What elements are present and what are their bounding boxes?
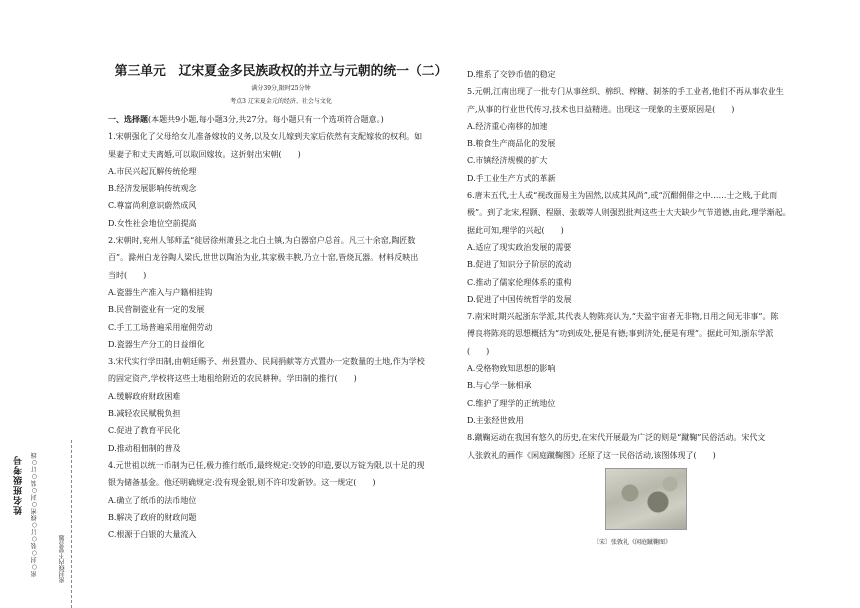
text-line: A.适应了现实政治发展的需要 xyxy=(467,242,572,252)
text-line: 3.宋代实行学田制,由朝廷赐予、州县置办、民间捐献等方式置办一定数量的土地,作为学校 xyxy=(108,357,425,367)
text-line: 银为储备基金。他还明确规定:没有现金银,则不许印发新钞。这一规定( ) xyxy=(108,478,376,488)
text-line: 极”。到了北宋,程颢、程颐、张载等人则强烈批判这些士大夫缺少气节道德,由此,理学渐起。 xyxy=(467,208,791,218)
text-line: C.促进了教育平民化 xyxy=(108,426,181,436)
painting-caption: 〔宋〕张敦礼《闲庭蹴鞠图》 xyxy=(593,538,672,546)
left-column xyxy=(108,66,454,543)
section-description: (本题共9小题,每小题3分,共27分。每小题只有一个选项符合题意。) xyxy=(148,115,384,124)
text-line: 4.元世祖以统一币制为已任,极力推行纸币,最终规定:交钞的印造,要以万锭为限,以十足的现 xyxy=(108,460,425,470)
text-line: A.经济重心南移的加速 xyxy=(467,121,548,131)
right-column xyxy=(467,66,819,550)
text-line: 6.唐末五代,士人或“视改面易主为固然,以成其风尚”,或“沉酣佣俳之中……士之贱,于此而 xyxy=(467,191,778,201)
text-line: B.解决了政府的财政问题 xyxy=(108,512,197,522)
binding-margin xyxy=(0,0,70,608)
text-line: A.确立了纸币的法币地位 xyxy=(108,495,197,505)
text-line: B.促进了知识分子阶层的流动 xyxy=(467,260,572,270)
seal-line-text: 密○封○装○订○线密○封○装○订○线 xyxy=(31,452,38,577)
student-info-label: 姓名班级考号 xyxy=(14,455,24,515)
text-line: 当时( ) xyxy=(108,270,147,280)
text-line: A.受格物致知思想的影响 xyxy=(467,364,556,374)
painting-image xyxy=(605,468,687,530)
text-line: C.推动了儒家伦理体系的重构 xyxy=(467,277,572,287)
text-line: C.尊富尚利意识蔚然成风 xyxy=(108,201,197,211)
text-line: D.促进了中国传统哲学的发展 xyxy=(467,294,572,304)
text-line: 5.元朝,江南出现了一批专门从事丝织、棉织、榨糖、制茶的手工业者,他们不再从事农业生 xyxy=(467,87,784,97)
text-line: 7.南宋时期兴起浙东学派,其代表人物陈亮认为,“夫盈宇宙者无非物,日用之间无非事”。陈 xyxy=(467,312,779,322)
text-line: C.维护了理学的正统地位 xyxy=(467,398,556,408)
left-question-list xyxy=(108,128,454,543)
seal-line-note: 密封线内不要答题 xyxy=(59,535,66,583)
topic-note: 考点3 辽宋夏金元的经济、社会与文化 xyxy=(230,98,332,105)
text-line: A.市民兴起瓦解传统伦理 xyxy=(108,166,197,176)
section-heading xyxy=(108,111,454,128)
text-line: B.粮食生产商品化的发展 xyxy=(467,139,556,149)
text-line: 傅良将陈亮的思想概括为“功到成处,便是有德;事到济处,便是有理”。据此可知,浙东学派 xyxy=(467,329,774,339)
page-subtitle: 满分39分,限时25分钟 xyxy=(251,85,311,92)
text-line: B.与心学一脉相承 xyxy=(467,381,532,391)
text-line: D.手工业生产方式的革新 xyxy=(467,173,556,183)
text-line: 产,从事的行业世代传习,技术也日益精进。出现这一现象的主要原因是( ) xyxy=(467,104,735,114)
text-line: 2.宋朝时,兖州人邹师孟“徙居徐州萧县之北白土镇,为白器窑户总首。凡三十余窑,陶匠数 xyxy=(108,236,416,246)
text-line: A.缓解政府财政困难 xyxy=(108,391,181,401)
text-line: D.推动租佃制的普及 xyxy=(108,443,181,453)
section-label: 一、选择题 xyxy=(108,115,148,124)
text-line: 果妻子和丈夫离婚,可以取回嫁妆。这折射出宋朝( ) xyxy=(108,149,301,159)
right-question-list xyxy=(467,66,819,464)
seal-line xyxy=(71,440,72,608)
text-line: B.民营制瓷业有一定的发展 xyxy=(108,305,205,315)
text-line: 据此可知,理学的兴起( ) xyxy=(467,225,564,235)
text-line: 百”。滁州白龙谷陶人梁氏,世世以陶治为业,其家极丰腴,乃立十窑,皆烧瓦器。材料反映出 xyxy=(108,253,419,263)
text-line: 8.蹴鞠运动在我国有悠久的历史,在宋代开展最为广泛的则是“蹴鞠”民俗活动。宋代文 xyxy=(467,433,766,443)
text-line: 1.宋朝强化了父母给女儿准备嫁妆的义务,以及女儿嫁到夫家后依然有支配嫁妆的权利。如 xyxy=(108,132,423,142)
text-line: 人张敦礼的画作《闲庭蹴鞠图》还原了这一民俗活动,该图体现了( ) xyxy=(467,450,716,460)
text-line: B.经济发展影响传统观念 xyxy=(108,184,197,194)
text-line: C.手工工场普遍采用雇佣劳动 xyxy=(108,322,213,332)
text-line: A.瓷器生产准入与户籍相挂钩 xyxy=(108,287,213,297)
text-line: D.瓷器生产分工的日益细化 xyxy=(108,339,205,349)
text-line: ( ) xyxy=(467,346,490,356)
text-line: B.减轻农民赋税负担 xyxy=(108,409,181,419)
text-line: D.女性社会地位空前提高 xyxy=(108,218,197,228)
text-line: D.维系了交钞币值的稳定 xyxy=(467,70,556,79)
text-line: 的固定资产,学校将这些土地租给附近的农民耕种。学田制的推行( ) xyxy=(108,374,357,384)
text-line: D.主张经世致用 xyxy=(467,415,524,425)
text-line: C.市镇经济规模的扩大 xyxy=(467,156,548,166)
page-title: 第三单元 辽宋夏金多民族政权的并立与元朝的统一（二） xyxy=(114,64,448,79)
text-line: C.根源于白银的大量流入 xyxy=(108,530,197,540)
